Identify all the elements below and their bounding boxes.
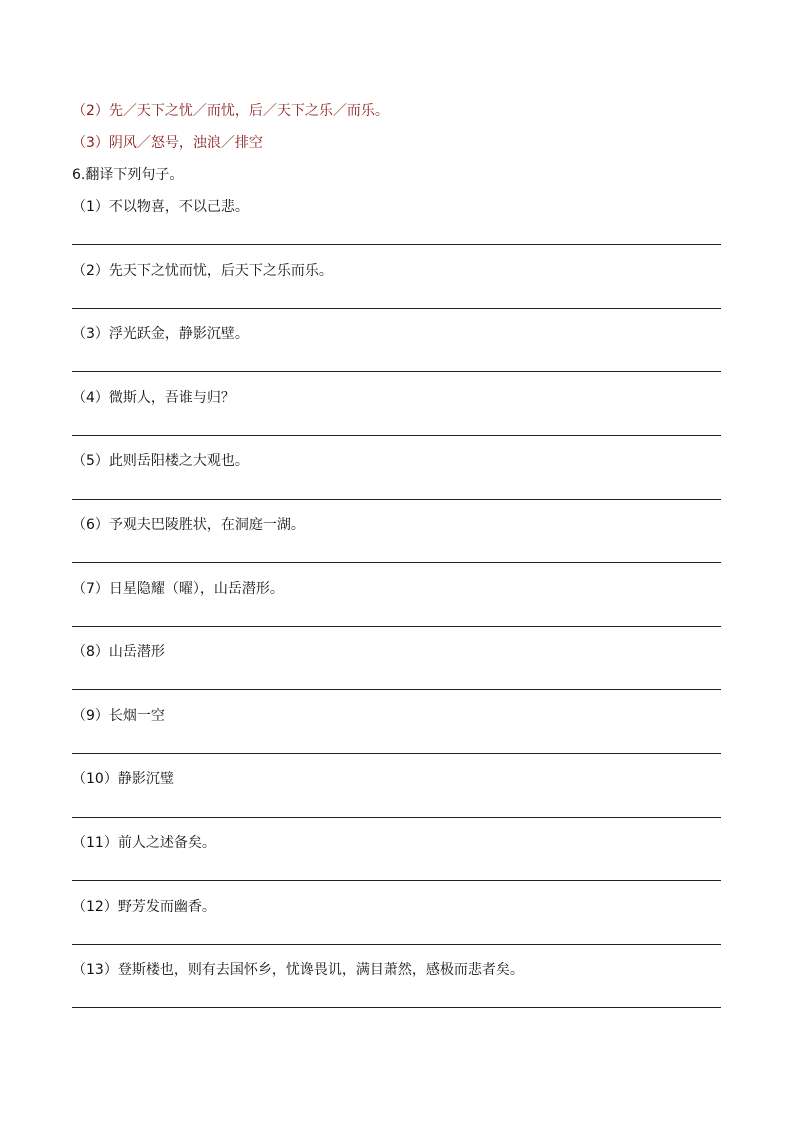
answer-rule-12 [72, 944, 721, 945]
answer-rule-6 [72, 562, 721, 563]
translation-item-9: （9）长烟一空 [72, 708, 165, 724]
answer-line-3: （3）阴风／怒号，浊浪／排空 [72, 135, 263, 151]
answer-rule-9 [72, 753, 721, 754]
translation-item-8: （8）山岳潜形 [72, 644, 165, 660]
translation-item-6: （6）予观夫巴陵胜状，在洞庭一湖。 [72, 517, 305, 533]
answer-rule-3 [72, 371, 721, 372]
translation-item-1: （1）不以物喜，不以己悲。 [72, 199, 249, 215]
answer-rule-7 [72, 626, 721, 627]
translation-item-10: （10）静影沉璧 [72, 771, 174, 787]
answer-rule-1 [72, 244, 721, 245]
translation-item-12: （12）野芳发而幽香。 [72, 899, 216, 915]
translation-item-13: （13）登斯楼也，则有去国怀乡，忧谗畏讥，满目萧然，感极而悲者矣。 [72, 962, 524, 978]
translation-item-3: （3）浮光跃金，静影沉壁。 [72, 326, 249, 342]
answer-rule-10 [72, 817, 721, 818]
answer-rule-11 [72, 880, 721, 881]
question-title: 6.翻译下列句子。 [72, 167, 184, 183]
answer-rule-2 [72, 308, 721, 309]
answer-rule-4 [72, 435, 721, 436]
answer-rule-13 [72, 1007, 721, 1008]
translation-item-2: （2）先天下之忧而忧，后天下之乐而乐。 [72, 263, 333, 279]
translation-item-7: （7）日星隐耀（曜），山岳潜形。 [72, 581, 284, 597]
answer-line-2: （2）先／天下之忧／而忧，后／天下之乐／而乐。 [72, 103, 389, 119]
translation-item-4: （4）微斯人，吾谁与归？ [72, 390, 235, 406]
translation-item-11: （11）前人之述备矣。 [72, 835, 216, 851]
translation-item-5: （5）此则岳阳楼之大观也。 [72, 453, 249, 469]
answer-rule-8 [72, 689, 721, 690]
answer-rule-5 [72, 499, 721, 500]
